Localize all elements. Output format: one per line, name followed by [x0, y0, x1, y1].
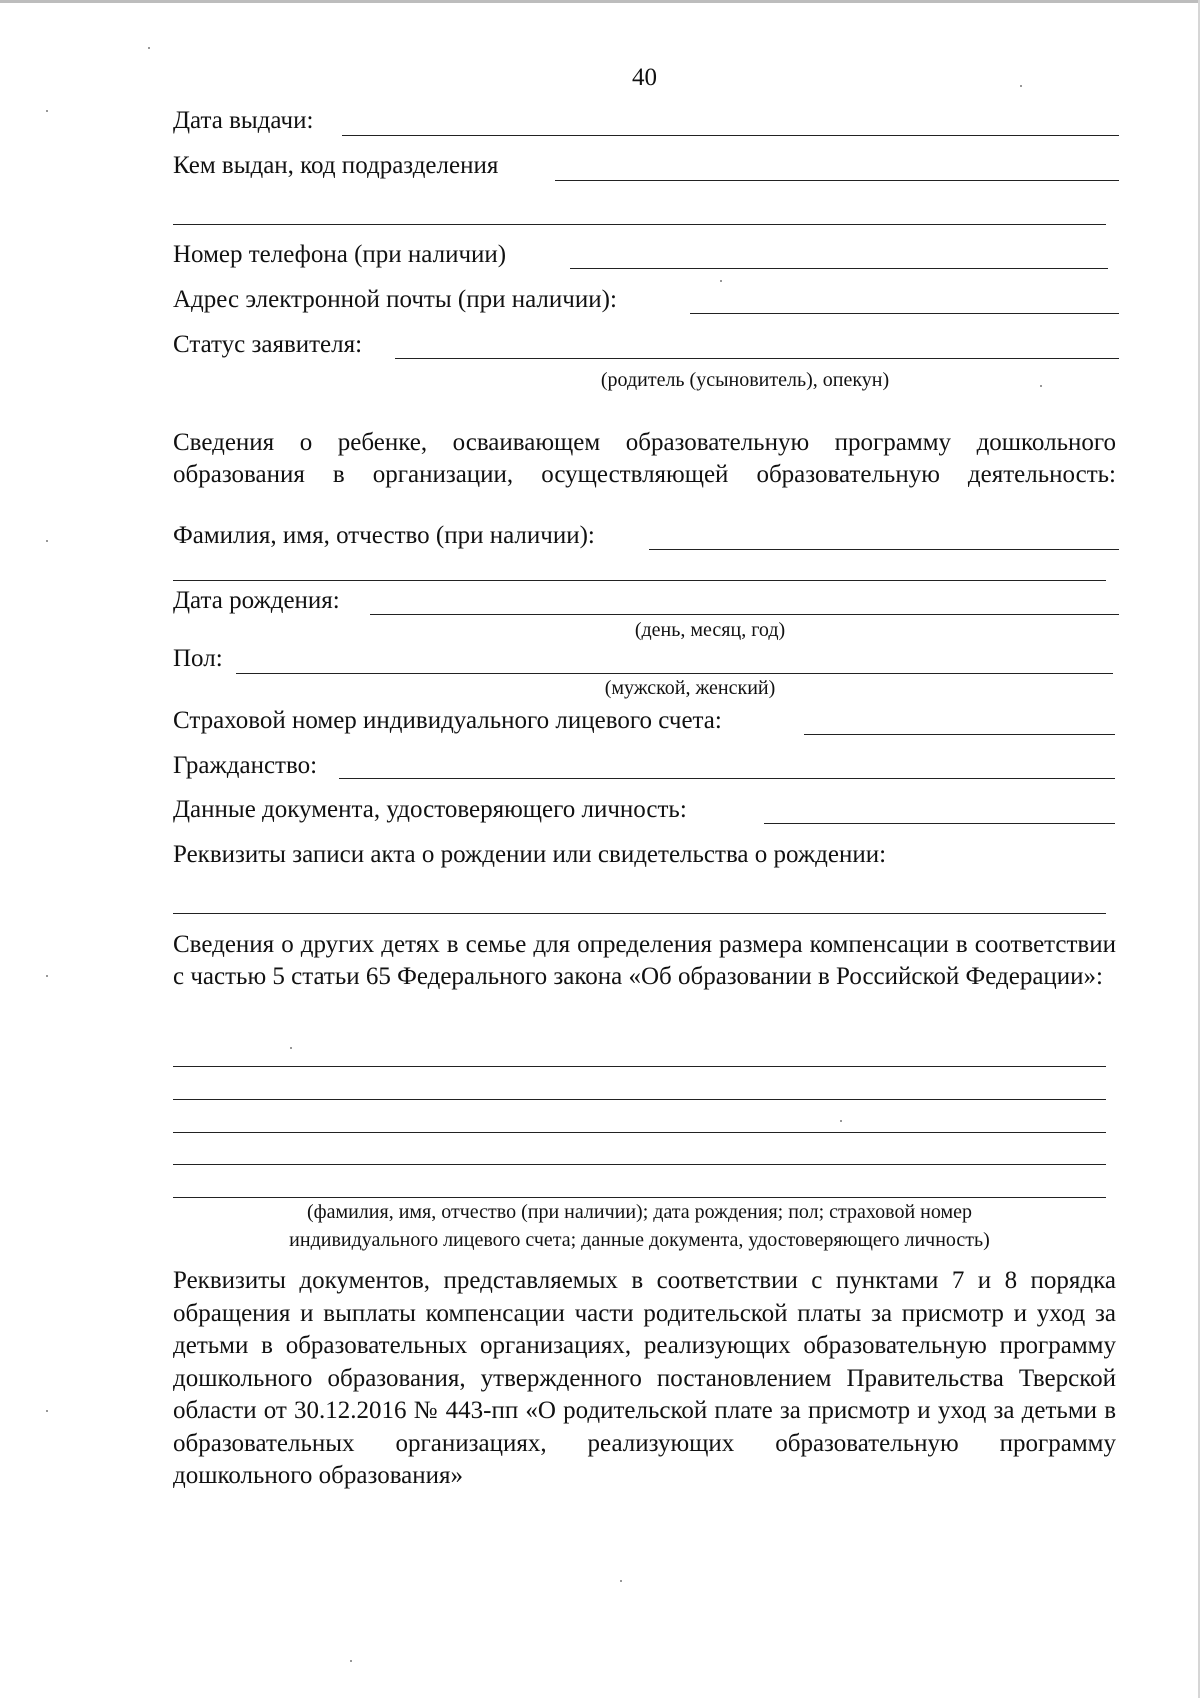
issued-by-label: Кем выдан, код подразделения [173, 152, 499, 179]
scan-edge-top [0, 0, 1200, 3]
snils-field[interactable] [804, 734, 1115, 735]
email-field[interactable] [690, 313, 1119, 314]
scan-speck [720, 280, 722, 282]
child-section-intro: Сведения о ребенке, осваивающем образовательную программу дошкольного образования в организации, осуществляющей образовательную деятельность: [173, 429, 1116, 488]
other-children-line-5[interactable] [173, 1197, 1106, 1198]
birth-record-label: Реквизиты записи акта о рождении или свидетельства о рождении: [173, 841, 887, 868]
sex-field[interactable] [236, 673, 1113, 674]
id-doc-label: Данные документа, удостоверяющего личность: [173, 796, 687, 823]
scan-speck [620, 1580, 622, 1582]
status-field[interactable] [395, 358, 1119, 359]
birth-date-field[interactable] [370, 614, 1119, 615]
child-fio-label: Фамилия, имя, отчество (при наличии): [173, 522, 595, 549]
status-hint: (родитель (усыновитель), опекун) [600, 369, 890, 391]
scan-speck [148, 47, 150, 49]
snils-label: Страховой номер индивидуального лицевого счета: [173, 707, 722, 734]
other-children-hint-line2: индивидуального лицевого счета; данные документа, удостоверяющего личность) [289, 1229, 990, 1251]
scan-speck [290, 1047, 292, 1049]
birth-date-hint: (день, месяц, год) [634, 619, 786, 641]
citizenship-label: Гражданство: [173, 752, 318, 779]
phone-field[interactable] [570, 268, 1108, 269]
scan-speck [46, 1410, 48, 1412]
child-fio-field[interactable] [649, 549, 1119, 550]
scan-speck [46, 110, 48, 112]
issued-by-field[interactable] [555, 180, 1119, 181]
phone-label: Номер телефона (при наличии) [173, 241, 507, 268]
scan-speck [46, 540, 48, 542]
birth-record-field[interactable] [173, 913, 1106, 914]
issue-date-field[interactable] [342, 135, 1119, 136]
issue-date-label: Дата выдачи: [173, 107, 314, 134]
child-fio-field-continued[interactable] [173, 580, 1106, 581]
other-children-line-3[interactable] [173, 1132, 1106, 1133]
scan-speck [350, 1660, 352, 1662]
sex-hint: (мужской, женский) [604, 677, 776, 699]
email-label: Адрес электронной почты (при наличии): [173, 286, 617, 313]
scan-speck [840, 1120, 842, 1122]
scan-speck [1020, 85, 1022, 87]
birth-date-label: Дата рождения: [173, 587, 340, 614]
issued-by-field-continued[interactable] [173, 224, 1106, 225]
page-number: 40 [632, 64, 657, 91]
other-children-hint-line1: (фамилия, имя, отчество (при наличии); дата рождения; пол; страховой номер [306, 1201, 973, 1223]
citizenship-field[interactable] [339, 778, 1115, 779]
other-children-line-4[interactable] [173, 1164, 1106, 1165]
other-children-intro: Сведения о других детях в семье для определения размера компенсации в соответствии с частью 5 статьи 65 Федерального закона «Об образовании в Российской Федерации»: [173, 931, 1116, 990]
sex-label: Пол: [173, 645, 223, 672]
scan-speck [46, 975, 48, 977]
documents-paragraph: Реквизиты документов, представляемых в соответствии с пунктами 7 и 8 порядка обращения и выплаты компенсации части родительской платы за присмотр и уход за детьми в образовательных организациях, реализующих образовательную программу дошкольного образования, утвержденного постановлением Правительства Тверской области от 30.12.2016 № 443-пп «О родительской плате за присмотр и уход за детьми в образовательных организациях, реализующих образовательную программу дошкольного образования» [173, 1267, 1116, 1489]
other-children-line-1[interactable] [173, 1066, 1106, 1067]
scan-speck [1040, 385, 1042, 387]
id-doc-field[interactable] [764, 823, 1115, 824]
other-children-line-2[interactable] [173, 1099, 1106, 1100]
status-label: Статус заявителя: [173, 331, 363, 358]
